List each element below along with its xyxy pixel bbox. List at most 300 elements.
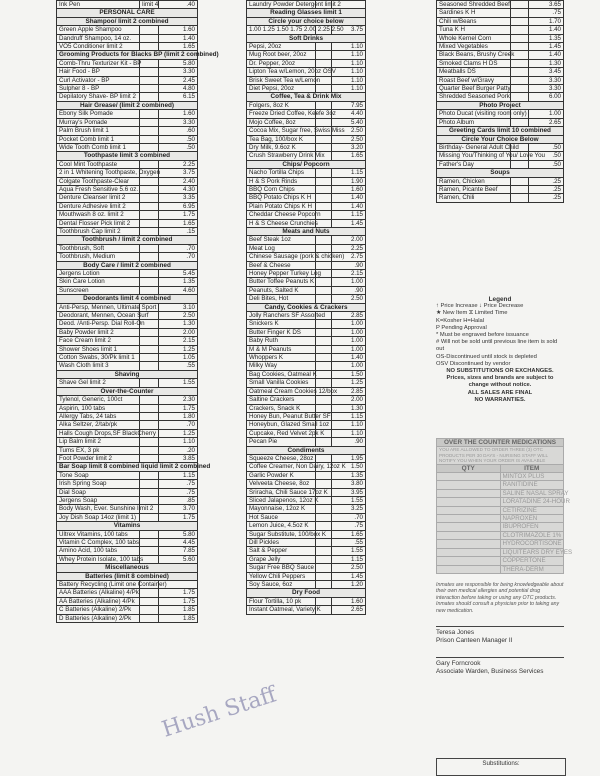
item-price: 3.30 — [528, 76, 563, 84]
item-name: Palm Brush limit 1 — [57, 127, 140, 135]
otc-row — [437, 540, 564, 548]
item-price: .50 — [528, 143, 563, 151]
item-name: Roast Beef w/Gravy — [437, 76, 511, 84]
qty-cell[interactable] — [140, 328, 159, 336]
item-price: 3.75 — [159, 169, 198, 177]
item-price: 5.80 — [159, 59, 198, 67]
qty-cell[interactable] — [510, 68, 528, 76]
item-price: 1.40 — [159, 34, 198, 42]
qty-cell[interactable] — [315, 454, 332, 462]
qty-cell[interactable] — [315, 581, 332, 589]
item-name: Missing You/Thinking of You/ Love You — [437, 152, 511, 160]
item-row — [437, 9, 564, 17]
item-row — [247, 244, 366, 252]
otc-qty-cell[interactable] — [437, 565, 501, 573]
qty-cell[interactable] — [315, 236, 332, 244]
item-price: 1.35 — [159, 278, 198, 286]
item-row — [57, 143, 198, 151]
item-name: Toothbrush, Medium — [57, 253, 140, 261]
otc-qty-cell[interactable] — [437, 548, 501, 556]
item-row — [247, 606, 366, 614]
qty-cell[interactable] — [315, 555, 332, 563]
qty-cell[interactable] — [140, 614, 159, 622]
item-row — [57, 555, 198, 563]
item-price: .50 — [159, 143, 198, 151]
qty-cell[interactable] — [140, 76, 159, 84]
otc-qty-cell[interactable] — [437, 515, 501, 523]
qty-cell[interactable] — [510, 59, 528, 67]
item-row — [57, 606, 198, 614]
qty-cell[interactable] — [140, 278, 159, 286]
qty-cell[interactable] — [140, 421, 159, 429]
qty-cell[interactable] — [315, 43, 332, 51]
item-row — [57, 446, 198, 454]
signer-name: Gary Forncrook — [436, 660, 481, 668]
qty-cell[interactable] — [510, 85, 528, 93]
item-name: Mug Root beer, 20oz — [247, 51, 316, 59]
qty-cell[interactable] — [140, 480, 159, 488]
item-name: Flour Tortilla, 10 pk — [247, 597, 316, 605]
item-row — [57, 421, 198, 429]
item-price: 2.00 — [159, 328, 198, 336]
otc-qty-cell[interactable] — [437, 531, 501, 539]
qty-cell[interactable] — [140, 127, 159, 135]
item-price: .70 — [332, 513, 366, 521]
qty-cell[interactable] — [140, 143, 159, 151]
qty-cell[interactable] — [510, 76, 528, 84]
item-name: Chili w/Beans — [437, 17, 511, 25]
item-price: .50 — [159, 135, 198, 143]
item-name: Meatballs DS — [437, 68, 511, 76]
qty-cell[interactable] — [315, 295, 332, 303]
item-price: 1.10 — [332, 68, 366, 76]
item-row — [57, 505, 198, 513]
qty-cell[interactable] — [315, 59, 332, 67]
qty-cell[interactable] — [315, 438, 332, 446]
qty-cell[interactable] — [140, 345, 159, 353]
substitutions-label: Substitutions: — [482, 760, 520, 767]
item-row — [57, 496, 198, 504]
item-row — [247, 143, 366, 151]
qty-cell[interactable] — [315, 320, 332, 328]
item-row — [247, 101, 366, 109]
column-food-drinks — [246, 0, 366, 615]
item-price: .25 — [528, 185, 563, 193]
otc-item: LIQUITEARS DRY EYES — [500, 548, 564, 556]
otc-qty-cell[interactable] — [437, 506, 501, 514]
item-name: Small Vanilla Cookies — [247, 379, 316, 387]
item-name: C Batteries (Alkaline) 2/Pk — [57, 606, 140, 614]
item-row — [57, 488, 198, 496]
item-row — [57, 581, 198, 589]
otc-item: THERA-DERM — [500, 565, 564, 573]
otc-qty-cell[interactable] — [437, 540, 501, 548]
signature-line — [436, 614, 564, 627]
item-name: Cupcake, Red Velvet 2pk K — [247, 429, 316, 437]
item-name: Alka Seltzer, 2/tab/pk — [57, 421, 140, 429]
otc-qty-cell[interactable] — [437, 557, 501, 565]
item-price: 3.70 — [159, 505, 198, 513]
item-row — [247, 454, 366, 462]
item-price: 5.80 — [159, 530, 198, 538]
section-header — [247, 34, 366, 42]
qty-cell[interactable] — [315, 85, 332, 93]
section-header — [57, 564, 198, 572]
item-name: Sriracha, Chili Sauce 17oz K — [247, 488, 316, 496]
item-price: 2.25 — [159, 160, 198, 168]
item-row — [247, 320, 366, 328]
item-row — [247, 51, 366, 59]
otc-qty-cell[interactable] — [437, 473, 501, 481]
item-price: .90 — [332, 438, 366, 446]
signer-title: Associate Warden, Business Services — [436, 668, 544, 676]
item-price: 1.10 — [332, 76, 366, 84]
qty-cell[interactable] — [315, 370, 332, 378]
item-row — [57, 227, 198, 235]
qty-cell[interactable] — [315, 354, 332, 362]
section-header — [437, 101, 564, 109]
qty-cell[interactable] — [315, 286, 332, 294]
qty-cell[interactable] — [140, 547, 159, 555]
item-row — [247, 555, 366, 563]
qty-cell[interactable] — [140, 454, 159, 462]
item-price: 2.40 — [159, 177, 198, 185]
qty-cell[interactable] — [140, 606, 159, 614]
item-name: Depilatory Shave- BP limit 2 — [57, 93, 140, 101]
qty-cell[interactable] — [315, 362, 332, 370]
notice-line: NO WARRANTIES. — [474, 396, 526, 403]
qty-cell[interactable] — [140, 202, 159, 210]
item-price: 1.75 — [159, 589, 198, 597]
qty-cell[interactable] — [315, 118, 332, 126]
qty-cell[interactable] — [315, 505, 332, 513]
item-price: 1.85 — [159, 614, 198, 622]
section-header-label: Photo Project — [437, 101, 564, 109]
item-name: Face Cream limit 2 — [57, 337, 140, 345]
item-name: Aqua Fresh Sensitive 5.6 oz. — [57, 185, 140, 193]
item-name: Curl Activator - BP — [57, 76, 140, 84]
item-row — [57, 539, 198, 547]
item-row — [57, 404, 198, 412]
item-row — [247, 345, 366, 353]
otc-medications-box — [436, 438, 573, 574]
otc-item: MINTOX PLUS — [500, 473, 564, 481]
item-price: .20 — [159, 446, 198, 454]
item-row — [247, 185, 366, 193]
qty-cell[interactable] — [315, 337, 332, 345]
item-row — [247, 463, 366, 471]
item-row — [247, 438, 366, 446]
item-price: 1.95 — [332, 454, 366, 462]
qty-cell[interactable] — [510, 185, 528, 193]
item-price: 1.45 — [332, 572, 366, 580]
otc-item: IBUPROFEN — [500, 523, 564, 531]
item-name: Wash Cloth limit 3 — [57, 362, 140, 370]
qty-cell[interactable] — [315, 539, 332, 547]
item-price: 1.05 — [159, 354, 198, 362]
item-price: 1.10 — [332, 59, 366, 67]
item-price: 1.00 — [332, 337, 366, 345]
item-name: Dandruff Shampoo, 14 oz. — [57, 34, 140, 42]
qty-cell[interactable] — [510, 177, 528, 185]
item-price: 1.30 — [332, 404, 366, 412]
item-name: Garlic Powder K — [247, 471, 316, 479]
item-row — [247, 26, 366, 34]
item-row — [247, 278, 366, 286]
section-header-label: PERSONAL CARE — [57, 9, 198, 17]
item-price: 1.40 — [332, 194, 366, 202]
qty-cell[interactable] — [510, 9, 528, 17]
otc-row — [437, 515, 564, 523]
item-name: Green Apple Shampoo — [57, 26, 140, 34]
item-row — [57, 43, 198, 51]
qty-cell[interactable] — [140, 589, 159, 597]
section-header-label: Meats and Nuts — [247, 227, 366, 235]
qty-cell[interactable] — [140, 118, 159, 126]
item-name: Toothbrush Cap limit 2 — [57, 227, 140, 235]
item-price: 7.85 — [159, 547, 198, 555]
qty-cell[interactable] — [140, 219, 159, 227]
qty-cell[interactable] — [140, 438, 159, 446]
qty-cell[interactable] — [315, 169, 332, 177]
item-name: Photo Album — [437, 118, 511, 126]
qty-cell[interactable] — [315, 101, 332, 109]
item-price: 2.75 — [332, 253, 366, 261]
qty-cell[interactable] — [315, 194, 332, 202]
otc-row — [437, 548, 564, 556]
qty-cell[interactable] — [510, 34, 528, 42]
qty-cell[interactable] — [315, 564, 332, 572]
otc-qty-cell[interactable] — [437, 481, 501, 489]
qty-cell[interactable] — [140, 110, 159, 118]
qty-cell[interactable] — [140, 160, 159, 168]
qty-cell[interactable] — [140, 496, 159, 504]
item-price: 3.30 — [528, 85, 563, 93]
qty-cell[interactable] — [140, 354, 159, 362]
qty-cell[interactable] — [140, 337, 159, 345]
item-row — [57, 354, 198, 362]
item-price: 4.45 — [159, 539, 198, 547]
qty-cell[interactable] — [315, 513, 332, 521]
item-price: 1.00 — [332, 362, 366, 370]
section-header-label: Shampoo/ limit 2 combined — [57, 17, 198, 25]
qty-cell[interactable] — [140, 379, 159, 387]
qty-cell[interactable] — [510, 93, 528, 101]
item-name: Dial Soap — [57, 488, 140, 496]
qty-cell[interactable] — [315, 572, 332, 580]
qty-cell[interactable] — [140, 446, 159, 454]
qty-cell[interactable] — [140, 85, 159, 93]
qty-cell[interactable] — [140, 93, 159, 101]
section-header-label: Toothbrush / limit 2 combined — [57, 236, 198, 244]
qty-cell[interactable] — [315, 404, 332, 412]
item-name: Soy Sauce, 6oz — [247, 581, 316, 589]
qty-cell[interactable] — [140, 471, 159, 479]
signer-name: Teresa Jones — [436, 629, 475, 637]
item-row — [57, 614, 198, 622]
item-price: 3.35 — [159, 194, 198, 202]
item-row — [57, 68, 198, 76]
qty-cell[interactable] — [140, 244, 159, 252]
qty-cell[interactable] — [140, 253, 159, 261]
item-row — [57, 76, 198, 84]
section-header — [247, 17, 366, 25]
item-name: Sugar Free BBQ Sauce — [247, 564, 316, 572]
qty-cell[interactable] — [140, 34, 159, 42]
section-header-label: Candy, Cookies & Crackers — [247, 303, 366, 311]
otc-qty-cell[interactable] — [437, 489, 501, 497]
section-header — [57, 51, 198, 59]
qty-cell[interactable] — [315, 177, 332, 185]
qty-cell[interactable] — [140, 177, 159, 185]
otc-item-header: ITEM — [500, 464, 564, 472]
section-header-label: Shaving — [57, 370, 198, 378]
qty-cell[interactable] — [315, 597, 332, 605]
item-name: BBQ Corn Chips — [247, 185, 316, 193]
item-name: Denture Cleanser limit 2 — [57, 194, 140, 202]
qty-cell[interactable] — [510, 17, 528, 25]
qty-cell[interactable] — [315, 261, 332, 269]
item-name: Lemon Juice, 4.5oz K — [247, 522, 316, 530]
qty-cell[interactable] — [140, 43, 159, 51]
qty-cell[interactable] — [315, 135, 332, 143]
qty-cell[interactable] — [315, 278, 332, 286]
item-name: Brisk Sweet Tea w/Lemon — [247, 76, 316, 84]
item-name: Yellow Chili Peppers — [247, 572, 316, 580]
item-row — [57, 278, 198, 286]
otc-qty-cell[interactable] — [437, 498, 501, 506]
section-header — [57, 101, 198, 109]
qty-cell[interactable] — [510, 26, 528, 34]
section-header-label: Body Care / limit 2 combined — [57, 261, 198, 269]
section-header — [57, 370, 198, 378]
item-name: 2 in 1 Whitening Toothpaste, Oxygen — [57, 169, 140, 177]
item-row — [437, 110, 564, 118]
section-header-label: Dry Food — [247, 589, 366, 597]
qty-cell[interactable] — [140, 211, 159, 219]
otc-item: LORATADINE 24-HOUR — [500, 498, 564, 506]
otc-qty-cell[interactable] — [437, 523, 501, 531]
item-price: .75 — [159, 480, 198, 488]
qty-cell[interactable] — [140, 404, 159, 412]
qty-cell[interactable] — [315, 522, 332, 530]
item-price: 1.65 — [159, 43, 198, 51]
section-header — [57, 295, 198, 303]
item-price: 3.20 — [332, 143, 366, 151]
qty-cell[interactable] — [140, 530, 159, 538]
otc-row — [437, 531, 564, 539]
item-price: 1.60 — [159, 110, 198, 118]
qty-cell[interactable] — [315, 471, 332, 479]
item-price: 1.15 — [332, 412, 366, 420]
item-name: Black Beans, Brushy Creek — [437, 51, 511, 59]
item-price: 2.65 — [528, 118, 563, 126]
item-row — [57, 202, 198, 210]
section-header-label: Over-the-Counter — [57, 387, 198, 395]
qty-cell[interactable] — [140, 68, 159, 76]
item-row — [247, 581, 366, 589]
qty-cell[interactable] — [140, 488, 159, 496]
item-row — [57, 396, 198, 404]
qty-cell[interactable] — [140, 597, 159, 605]
qty-cell[interactable] — [510, 194, 528, 202]
qty-cell[interactable] — [315, 547, 332, 555]
qty-cell[interactable] — [140, 513, 159, 521]
qty-cell[interactable] — [140, 412, 159, 420]
item-price: 1.25 — [159, 345, 198, 353]
qty-cell[interactable] — [315, 328, 332, 336]
qty-cell[interactable] — [140, 185, 159, 193]
qty-cell[interactable] — [315, 185, 332, 193]
item-name: AAA Batteries (Alkaline) 4/Pk — [57, 589, 140, 597]
column-canned-misc — [436, 0, 564, 203]
item-row — [57, 270, 198, 278]
item-price: .70 — [159, 253, 198, 261]
item-name: Honeybun, Glazed Small 1oz — [247, 421, 316, 429]
qty-cell[interactable] — [140, 135, 159, 143]
section-header-label: Circle Your Choice Below — [437, 135, 564, 143]
item-name: Jergens Soap — [57, 496, 140, 504]
legend-line: OSV Discontinued by vendor — [436, 360, 511, 367]
item-price: 3.30 — [159, 118, 198, 126]
item-name: Peanuts, Salted K — [247, 286, 316, 294]
otc-row — [437, 557, 564, 565]
qty-cell[interactable] — [140, 396, 159, 404]
qty-cell[interactable] — [510, 160, 528, 168]
qty-cell[interactable] — [140, 26, 159, 34]
item-name: Sugar Substitute, 100/box K — [247, 530, 316, 538]
item-row — [247, 421, 366, 429]
item-row — [247, 379, 366, 387]
item-name: Birthday- General Adult Child — [437, 143, 511, 151]
item-row — [247, 202, 366, 210]
item-name: Meat Log — [247, 244, 316, 252]
qty-cell[interactable] — [140, 362, 159, 370]
qty-cell[interactable] — [140, 194, 159, 202]
item-price: 1.40 — [332, 202, 366, 210]
section-header — [57, 236, 198, 244]
item-price: 1.00 — [332, 278, 366, 286]
legend-line: # Will not be sold until previous line item is sold out — [436, 339, 558, 353]
qty-cell[interactable] — [140, 227, 159, 235]
qty-cell[interactable] — [315, 202, 332, 210]
item-price: 6.95 — [159, 202, 198, 210]
qty-cell[interactable] — [140, 539, 159, 547]
qty-cell[interactable] — [510, 1, 528, 9]
qty-cell[interactable] — [315, 345, 332, 353]
qty-cell[interactable] — [315, 396, 332, 404]
qty-cell[interactable] — [140, 1, 159, 9]
qty-cell[interactable] — [315, 143, 332, 151]
qty-cell[interactable] — [315, 480, 332, 488]
otc-title: OVER THE COUNTER MEDICATIONS — [437, 439, 564, 447]
qty-cell[interactable] — [315, 379, 332, 387]
qty-cell[interactable] — [510, 118, 528, 126]
item-price: 1.00 — [528, 110, 563, 118]
item-price: 1.55 — [159, 379, 198, 387]
qty-cell[interactable] — [510, 43, 528, 51]
qty-cell[interactable] — [315, 51, 332, 59]
qty-cell[interactable] — [140, 286, 159, 294]
qty-cell[interactable] — [315, 244, 332, 252]
otc-row — [437, 489, 564, 497]
notice-line: NO SUBSTITUTIONS OR EXCHANGES. — [446, 368, 554, 375]
qty-cell[interactable] — [140, 270, 159, 278]
item-name: Mouthwash 8 oz. limit 2 — [57, 211, 140, 219]
qty-cell[interactable] — [140, 59, 159, 67]
signature-line — [436, 645, 564, 658]
item-name: Squeeze Cheese, 28oz — [247, 454, 316, 462]
